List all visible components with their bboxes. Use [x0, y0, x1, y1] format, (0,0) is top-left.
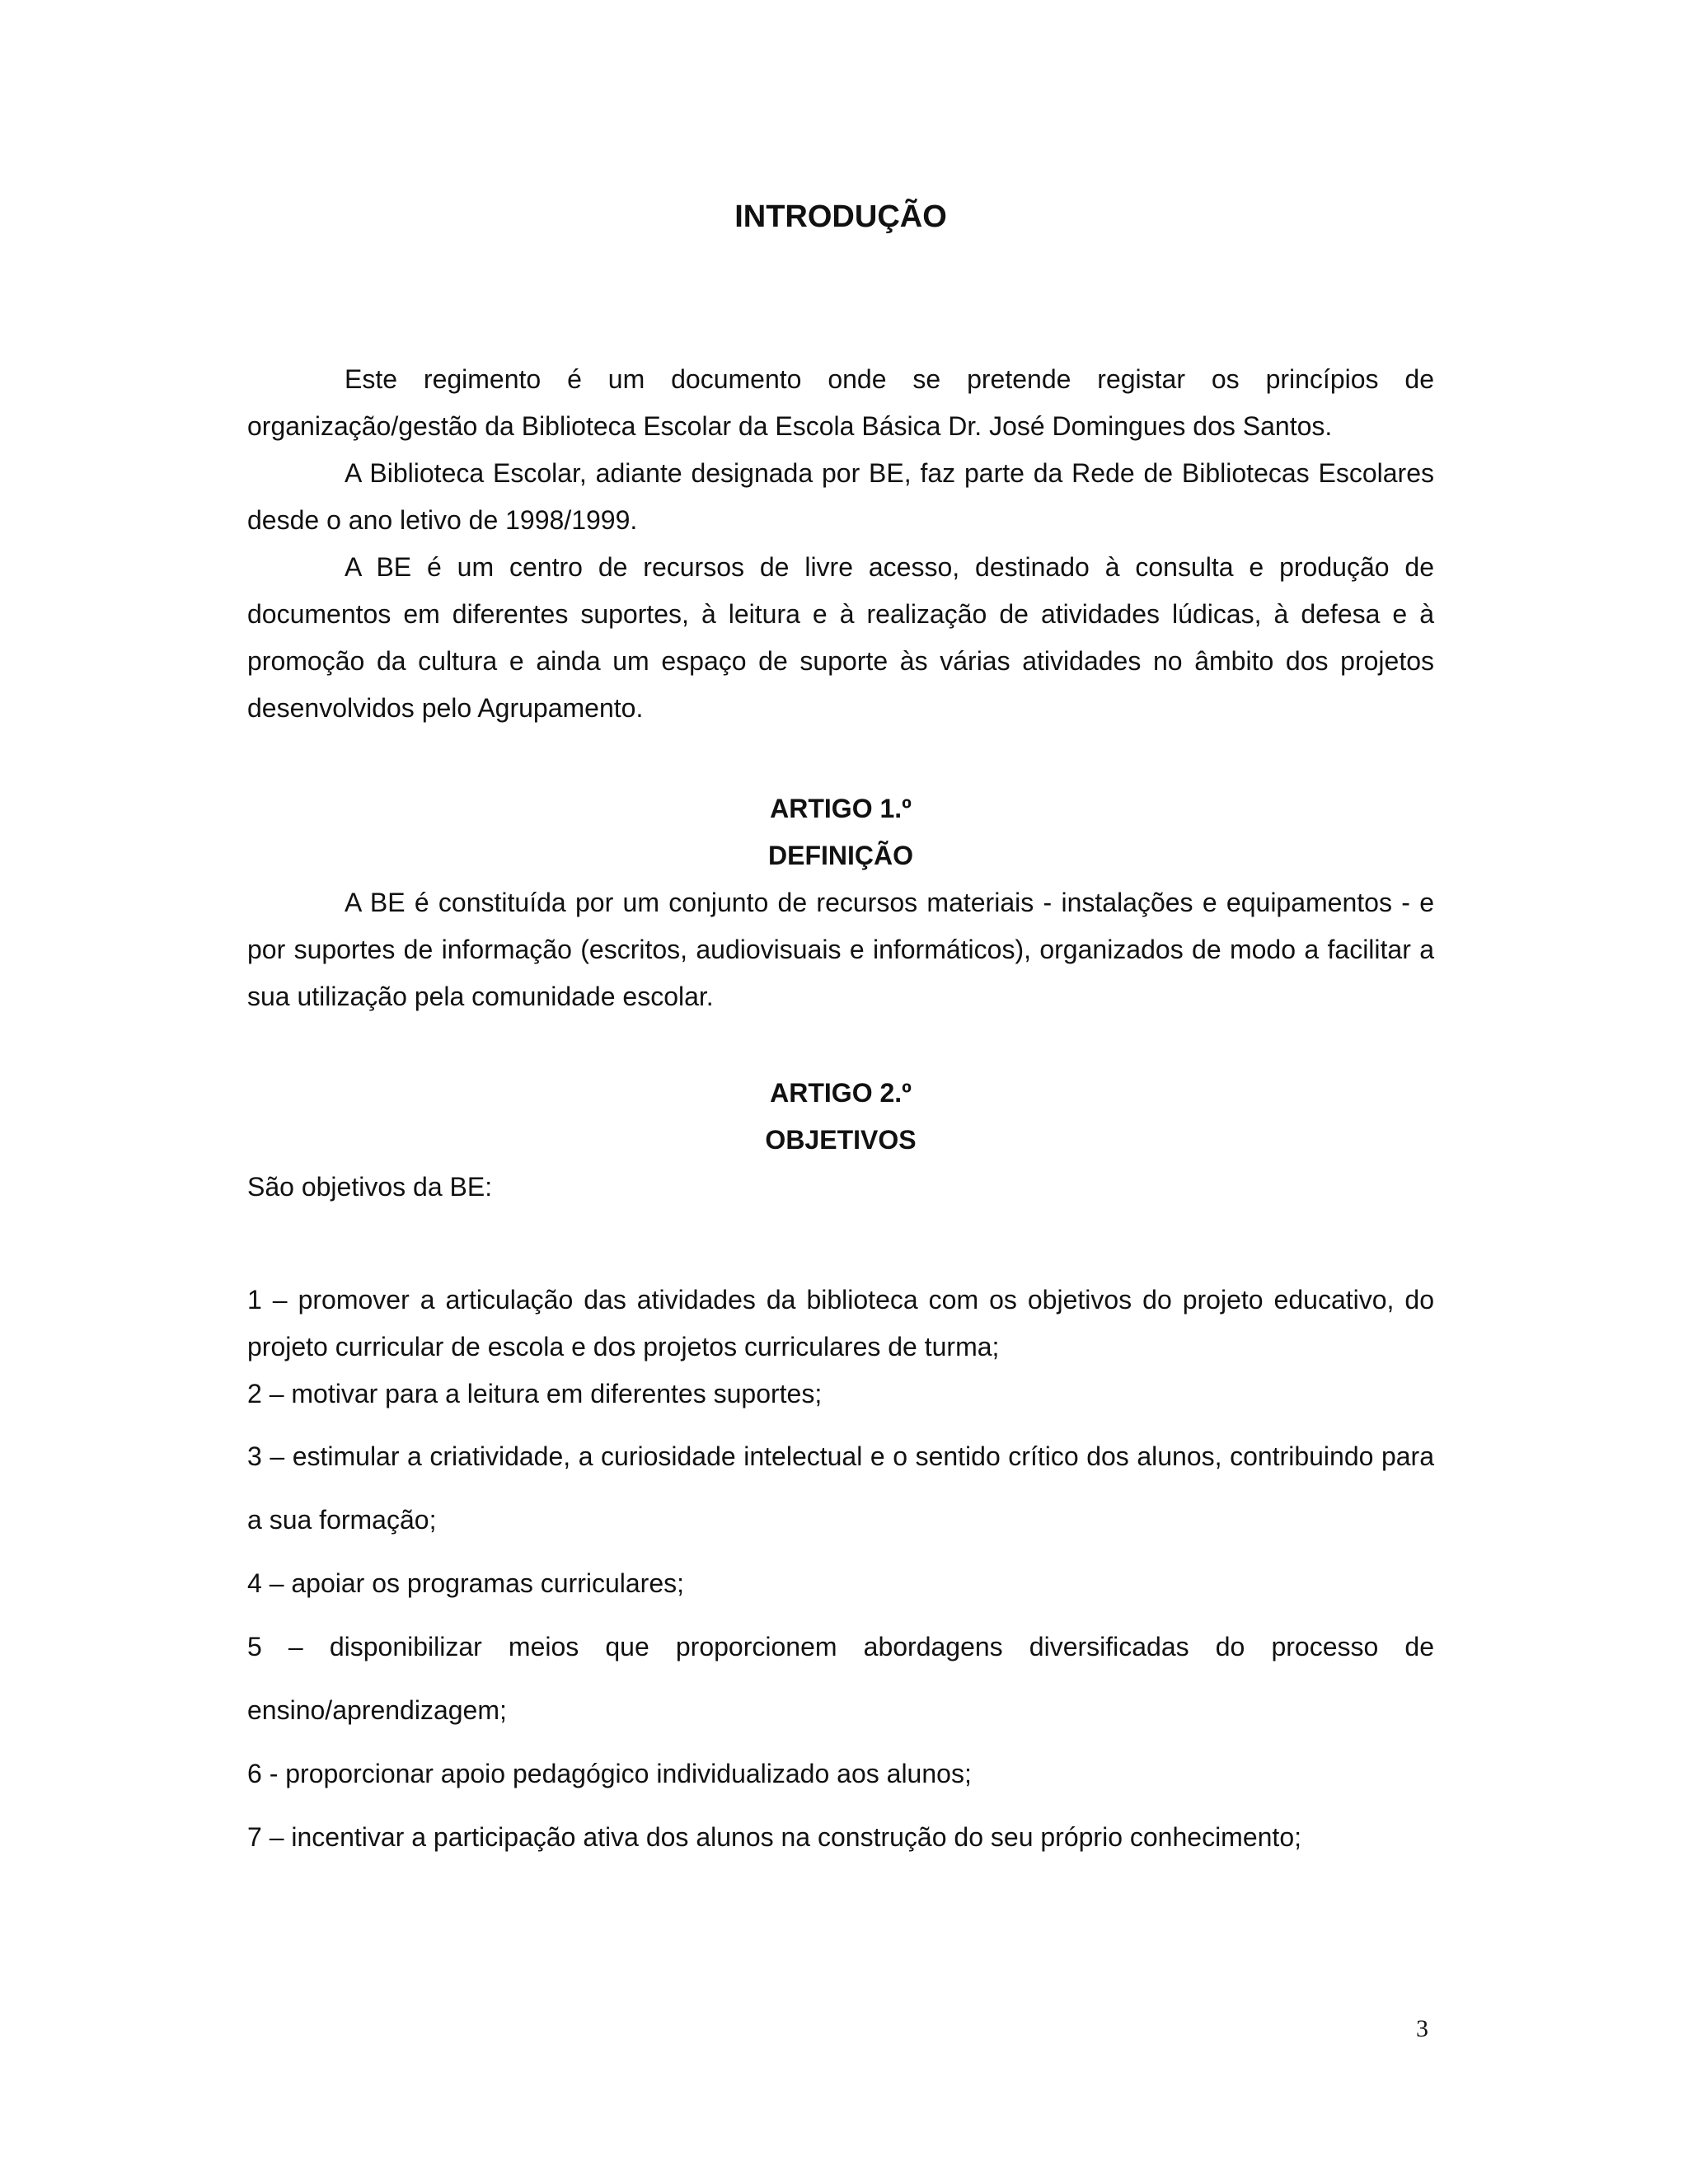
introduction-section [247, 356, 1434, 732]
article-number: ARTIGO 2.º [770, 1078, 912, 1108]
list-item: 2 – motivar para a leitura em diferentes suportes; [247, 1379, 823, 1408]
objectives-lead: São objetivos da BE: [247, 1172, 493, 1202]
objectives-list-continued [247, 1425, 1434, 1869]
article-2-section [247, 1070, 1434, 1211]
page-number: 3 [1416, 2015, 1428, 2042]
article-heading: OBJETIVOS [765, 1125, 917, 1155]
list-item: 1 – promover a articulação das atividades da biblioteca com os objetivos do projeto educativo, do projeto curricular de escola e dos projetos curriculares de turma; [247, 1285, 1434, 1361]
article-text: A BE é constituída por um conjunto de recursos materiais - instalações e equipamentos - e por suportes de informação (escritos, audiovisuais e informáticos), organizados de modo a facilitar a sua utilização pela comunidade escolar. [247, 888, 1434, 1011]
page-title: INTRODUÇÃO [734, 199, 947, 234]
intro-paragraph: Este regimento é um documento onde se pretende registar os princípios de organização/gestão da Biblioteca Escolar da Escola Básica Dr. José Domingues dos Santos. [247, 364, 1434, 441]
article-1-section [247, 785, 1434, 1020]
article-heading: DEFINIÇÃO [768, 841, 913, 870]
list-item: 3 – estimular a criatividade, a curiosidade intelectual e o sentido crítico dos alunos, contribuindo para a sua formação; [247, 1441, 1434, 1535]
objectives-list [247, 1277, 1434, 1418]
list-item: 7 – incentivar a participação ativa dos alunos na construção do seu próprio conhecimento; [247, 1822, 1301, 1852]
list-item: 5 – disponibilizar meios que proporcionem abordagens diversificadas do processo de ensino/aprendizagem; [247, 1632, 1434, 1725]
list-item: 6 - proporcionar apoio pedagógico individualizado aos alunos; [247, 1759, 972, 1788]
intro-paragraph: A Biblioteca Escolar, adiante designada por BE, faz parte da Rede de Bibliotecas Escolares desde o ano letivo de 1998/1999. [247, 458, 1434, 535]
intro-paragraph: A BE é um centro de recursos de livre acesso, destinado à consulta e produção de documentos em diferentes suportes, à leitura e à realização de atividades lúdicas, à defesa e à promoção da cultura e ainda um espaço de suporte às várias atividades no âmbito dos projetos desenvolvidos pelo Agrupamento. [247, 552, 1434, 723]
article-number: ARTIGO 1.º [770, 794, 912, 823]
list-item: 4 – apoiar os programas curriculares; [247, 1568, 685, 1598]
